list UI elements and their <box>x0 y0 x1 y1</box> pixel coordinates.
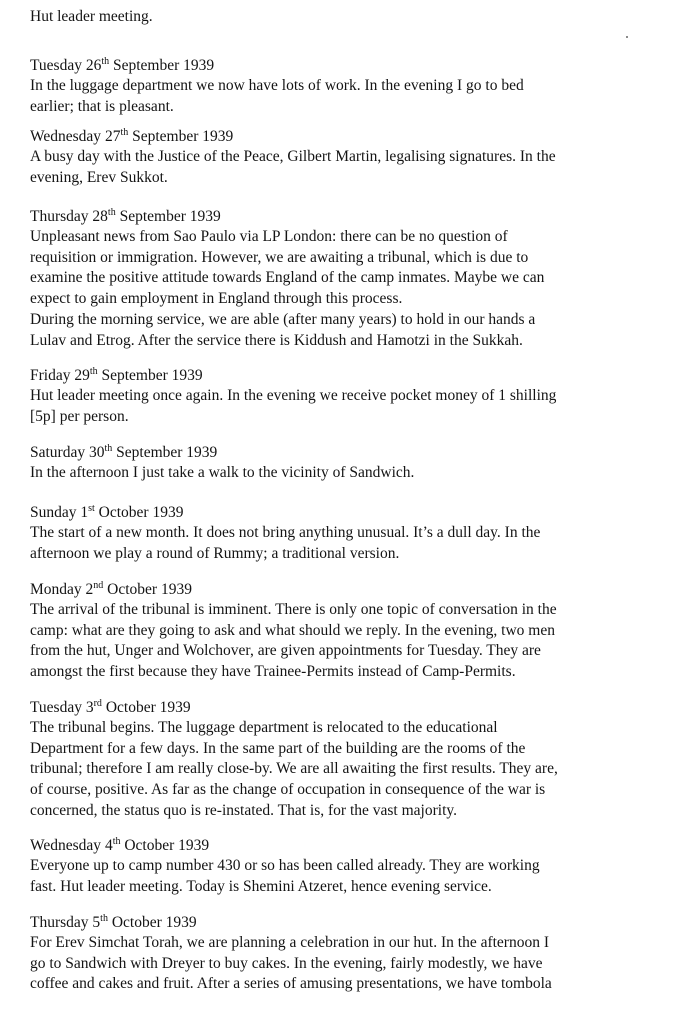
diary-entry <box>30 698 670 822</box>
entry-month-year: September 1939 <box>113 57 215 74</box>
entry-day: 28 <box>92 208 108 225</box>
entry-weekday: Wednesday <box>30 837 102 854</box>
entry-day-suffix: th <box>100 913 108 924</box>
entry-month-year: October 1939 <box>107 581 192 598</box>
diary-entry <box>30 443 670 484</box>
entry-line: Unpleasant news from Sao Paulo via LP London: there can be no question of <box>30 228 508 245</box>
entry-day: 4 <box>104 837 113 854</box>
diary-entry <box>30 580 670 683</box>
entry-line: Everyone up to camp number 430 or so has been called already. They are working <box>30 857 540 874</box>
entry-month-year: September 1939 <box>116 444 218 461</box>
entry-line: During the morning service, we are able (after many years) to hold in our hands a <box>30 310 536 328</box>
entry-date <box>30 207 670 227</box>
entry-line: A busy day with the Justice of the Peace, Gilbert Martin, legalising signatures. In the <box>30 148 556 165</box>
entry-text <box>30 386 670 427</box>
entry-line: tribunal; therefore I am really close-by. We are all awaiting the first results. They are, <box>30 760 558 778</box>
diary-entry <box>30 127 670 188</box>
entry-line: camp: what are they going to ask and what should we reply. In the evening, two men <box>30 621 555 639</box>
entry-day: 5 <box>92 914 101 931</box>
entry-month-year: October 1939 <box>105 699 191 716</box>
entry-day: 29 <box>74 367 90 384</box>
entry-line: In the afternoon I just take a walk to the vicinity of Sandwich. <box>30 464 415 481</box>
diary-entry <box>30 366 670 427</box>
entry-line: fast. Hut leader meeting. Today is Shemini Atzeret, hence evening service. <box>30 877 492 895</box>
intro-line: Hut leader meeting. <box>30 8 153 25</box>
entry-month-year: September 1939 <box>101 367 203 384</box>
entry-text <box>30 856 670 897</box>
entry-day-suffix: th <box>101 56 110 67</box>
entry-day: 30 <box>88 444 105 461</box>
entry-text <box>30 147 670 188</box>
entry-date <box>30 127 670 147</box>
entry-date <box>30 698 670 718</box>
entry-line: from the hut, Unger and Wolchover, are given appointments for Tuesday. They are <box>30 642 541 660</box>
entry-line: The start of a new month. It does not bring anything unusual. It’s a dull day. In the <box>30 524 541 541</box>
entry-text <box>30 523 670 564</box>
entry-line: earlier; that is pleasant. <box>30 97 174 115</box>
entry-date <box>30 56 670 76</box>
entry-line: afternoon we play a round of Rummy; a traditional version. <box>30 544 400 562</box>
entry-day-suffix: st <box>88 503 95 514</box>
entry-weekday: Sunday <box>30 504 77 521</box>
diary-entry <box>30 207 670 351</box>
diary-entry <box>30 56 670 117</box>
entry-line: go to Sandwich with Dreyer to buy cakes. In the evening, fairly modestly, we have <box>30 954 543 972</box>
diary-entry <box>30 503 670 564</box>
entry-day-suffix: th <box>120 127 129 138</box>
entry-date <box>30 443 670 463</box>
entry-line: For Erev Simchat Torah, we are planning a celebration in our hut. In the afternoon I <box>30 934 550 951</box>
entry-line: concerned, the status quo is re-instated. That is, for the vast majority. <box>30 801 457 819</box>
entry-weekday: Thursday <box>30 208 89 225</box>
entry-text <box>30 76 670 117</box>
entry-weekday: Tuesday <box>30 57 82 74</box>
entry-day: 2 <box>85 581 94 598</box>
entry-line: The arrival of the tribunal is imminent. There is only one topic of conversation in the <box>30 601 557 618</box>
entry-line: evening, Erev Sukkot. <box>30 168 168 186</box>
entry-text <box>30 933 670 995</box>
scan-speck <box>626 36 628 38</box>
entry-weekday: Wednesday <box>30 128 102 145</box>
entry-line: amongst the first because they have Trainee-Permits instead of Camp-Permits. <box>30 663 516 681</box>
entry-weekday: Thursday <box>30 914 89 931</box>
entry-day: 27 <box>104 128 121 145</box>
entry-line: examine the positive attitude towards England of the camp inmates. Maybe we can <box>30 269 545 287</box>
entry-weekday: Friday <box>30 367 71 384</box>
entry-line: requisition or immigration. However, we are awaiting a tribunal, which is due to <box>30 248 529 266</box>
entry-line: expect to gain employment in England through this process. <box>30 290 403 308</box>
entry-day: 1 <box>80 504 89 521</box>
diary-entry <box>30 913 670 995</box>
entry-date <box>30 366 670 386</box>
entry-day-suffix: th <box>104 443 113 454</box>
entry-line: coffee and cakes and fruit. After a series of amusing presentations, we have tombola <box>30 975 552 993</box>
entry-line: Lulav and Etrog. After the service there is Kiddush and Hamotzi in the Sukkah. <box>30 331 523 349</box>
entry-weekday: Monday <box>30 581 82 598</box>
entry-line: [5p] per person. <box>30 407 129 425</box>
entry-line: In the luggage department we now have lots of work. In the evening I go to bed <box>30 77 524 94</box>
entry-line: Department for a few days. In the same part of the building are the rooms of the <box>30 739 526 757</box>
entry-month-year: October 1939 <box>111 914 197 931</box>
entry-weekday: Tuesday <box>30 699 82 716</box>
entry-line: Hut leader meeting once again. In the evening we receive pocket money of 1 shilling <box>30 387 557 404</box>
entry-text <box>30 718 670 822</box>
entry-date <box>30 836 670 856</box>
entry-day-suffix: nd <box>93 580 104 591</box>
entry-date <box>30 503 670 523</box>
entry-day-suffix: th <box>89 366 98 377</box>
entry-day-suffix: rd <box>93 698 102 709</box>
entry-date <box>30 913 670 933</box>
entry-line: The tribunal begins. The luggage department is relocated to the educational <box>30 719 498 736</box>
entry-month-year: October 1939 <box>98 504 184 521</box>
entry-month-year: October 1939 <box>124 837 210 854</box>
entry-day: 26 <box>85 57 102 74</box>
entry-date <box>30 580 670 600</box>
entry-day: 3 <box>85 699 94 716</box>
entry-month-year: September 1939 <box>132 128 234 145</box>
entry-weekday: Saturday <box>30 444 86 461</box>
entry-text <box>30 600 670 683</box>
entry-text <box>30 227 670 351</box>
entry-day-suffix: th <box>107 207 116 218</box>
entry-line: of course, positive. As far as the change of occupation in consequence of the war is <box>30 781 546 799</box>
entry-text <box>30 463 670 484</box>
entry-day-suffix: th <box>112 836 121 847</box>
diary-entry <box>30 836 670 897</box>
entry-month-year: September 1939 <box>119 208 221 225</box>
